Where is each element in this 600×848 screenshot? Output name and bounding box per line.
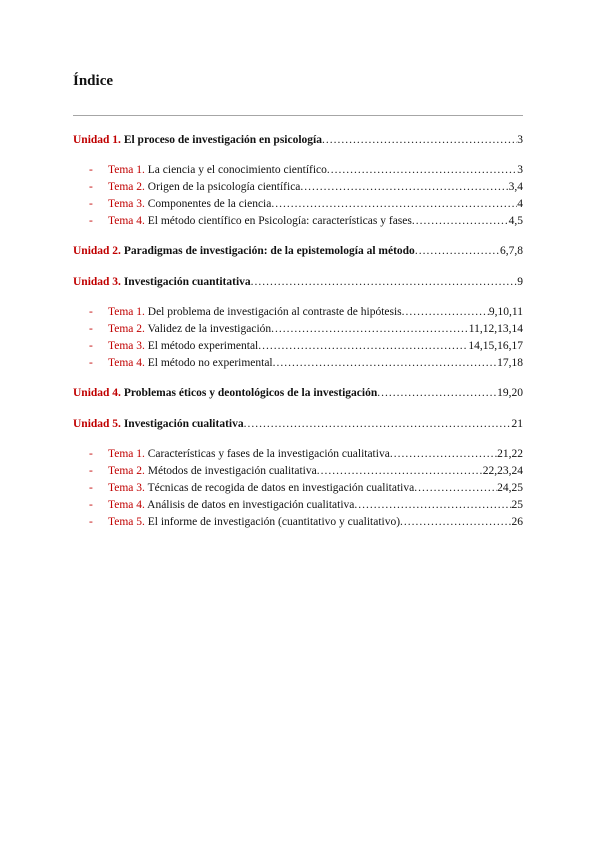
topic-title: El método científico en Psicología: características y fases xyxy=(147,215,412,227)
spacer xyxy=(73,434,523,446)
topic-entry[interactable] xyxy=(73,338,523,355)
bullet-dash: - xyxy=(89,516,93,528)
unit-title: Investigación cualitativa xyxy=(123,418,244,430)
dot-leader xyxy=(354,497,511,514)
topic-entry[interactable] xyxy=(73,446,523,463)
topic-entry[interactable] xyxy=(73,213,523,230)
dot-leader xyxy=(327,162,517,179)
topic-entry[interactable] xyxy=(73,514,523,531)
unit-2-heading xyxy=(73,242,415,261)
unit-label: Unidad 1. xyxy=(73,134,121,146)
topic-label: Tema 2. xyxy=(108,465,145,477)
topic-label: Tema 3. xyxy=(108,198,145,210)
spacer xyxy=(73,261,523,273)
page-number: 21 xyxy=(511,418,523,430)
unit-title: El proceso de investigación en psicología xyxy=(123,134,322,146)
bullet-dash: - xyxy=(89,164,93,176)
unit-title: Paradigmas de investigación: de la epistemología al método xyxy=(123,245,415,257)
topic-heading xyxy=(108,321,271,338)
dot-leader xyxy=(402,304,489,321)
bullet-dash: - xyxy=(89,499,93,511)
unit-label: Unidad 5. xyxy=(73,418,121,430)
topic-entry[interactable] xyxy=(73,162,523,179)
unit-title: Investigación cuantitativa xyxy=(123,276,251,288)
unit-label: Unidad 2. xyxy=(73,245,121,257)
topic-heading xyxy=(108,480,414,497)
bullet-dash: - xyxy=(89,465,93,477)
title-divider xyxy=(73,115,523,116)
unit-3-entry[interactable] xyxy=(73,273,523,292)
topic-heading xyxy=(108,463,317,480)
bullet-dash: - xyxy=(89,306,93,318)
page-number: 19,20 xyxy=(497,387,523,399)
unit-4-entry[interactable] xyxy=(73,384,523,403)
page-number: 3 xyxy=(517,164,523,176)
topic-entry[interactable] xyxy=(73,179,523,196)
topic-entry[interactable] xyxy=(73,196,523,213)
unit-1-heading xyxy=(73,131,322,150)
topic-entry[interactable] xyxy=(73,463,523,480)
bullet-dash: - xyxy=(89,340,93,352)
topic-label: Tema 4. xyxy=(108,215,145,227)
page-number: 9,10,11 xyxy=(488,306,523,318)
unit-4-heading xyxy=(73,384,377,403)
topic-label: Tema 5. xyxy=(108,516,145,528)
topic-entry[interactable] xyxy=(73,480,523,497)
topic-label: Tema 2. xyxy=(108,181,145,193)
topic-title: Métodos de investigación cualitativa xyxy=(147,465,317,477)
page-number: 25 xyxy=(511,499,523,511)
dot-leader xyxy=(400,514,511,531)
topic-heading xyxy=(108,338,258,355)
page-number: 4 xyxy=(517,198,523,210)
bullet-dash: - xyxy=(89,323,93,335)
spacer xyxy=(73,403,523,415)
table-of-contents xyxy=(73,131,523,531)
page-number: 14,15,16,17 xyxy=(468,340,523,352)
unit-5-entry[interactable] xyxy=(73,415,523,434)
unit-5-topics xyxy=(73,446,523,531)
dot-leader xyxy=(271,196,517,213)
topic-label: Tema 1. xyxy=(108,164,145,176)
unit-title: Problemas éticos y deontológicos de la investigación xyxy=(123,387,378,399)
topic-label: Tema 4. xyxy=(108,499,145,511)
topic-entry[interactable] xyxy=(73,321,523,338)
page-number: 11,12,13,14 xyxy=(468,323,523,335)
topic-title: Del problema de investigación al contraste de hipótesis xyxy=(147,306,402,318)
dot-leader xyxy=(273,355,497,372)
topic-title: El método experimental xyxy=(147,340,259,352)
topic-title: Características y fases de la investigación cualitativa xyxy=(147,448,390,460)
topic-title: El método no experimental xyxy=(147,357,273,369)
dot-leader xyxy=(412,213,509,230)
dot-leader xyxy=(251,273,518,292)
dot-leader xyxy=(271,321,469,338)
topic-heading xyxy=(108,355,273,372)
page-number: 26 xyxy=(511,516,523,528)
dot-leader xyxy=(414,480,497,497)
page-title: Índice xyxy=(73,73,114,89)
topic-title: El informe de investigación (cuantitativo y cualitativo) xyxy=(147,516,401,528)
page-number: 4,5 xyxy=(508,215,523,227)
topic-heading xyxy=(108,497,354,514)
spacer xyxy=(73,292,523,304)
bullet-dash: - xyxy=(89,181,93,193)
unit-1-entry[interactable] xyxy=(73,131,523,150)
topic-heading xyxy=(108,514,400,531)
dot-leader xyxy=(300,179,508,196)
unit-3-topics xyxy=(73,304,523,372)
dot-leader xyxy=(317,463,483,480)
topic-heading xyxy=(108,162,327,179)
topic-title: Origen de la psicología científica xyxy=(147,181,301,193)
bullet-dash: - xyxy=(89,357,93,369)
unit-label: Unidad 4. xyxy=(73,387,121,399)
dot-leader xyxy=(415,242,500,261)
topic-entry[interactable] xyxy=(73,497,523,514)
dot-leader xyxy=(258,338,468,355)
unit-label: Unidad 3. xyxy=(73,276,121,288)
dot-leader xyxy=(322,131,517,150)
topic-heading xyxy=(108,179,300,196)
topic-title: Técnicas de recogida de datos en investigación cualitativa xyxy=(147,482,415,494)
topic-heading xyxy=(108,304,402,321)
page-number: 3 xyxy=(517,134,523,146)
page-number: 9 xyxy=(517,276,523,288)
bullet-dash: - xyxy=(89,198,93,210)
topic-title: Análisis de datos en investigación cualitativa xyxy=(147,499,355,511)
unit-1-topics xyxy=(73,162,523,230)
bullet-dash: - xyxy=(89,215,93,227)
topic-title: Componentes de la ciencia xyxy=(147,198,272,210)
page-number: 24,25 xyxy=(497,482,523,494)
unit-2-entry[interactable] xyxy=(73,242,523,261)
unit-3-heading xyxy=(73,273,251,292)
topic-label: Tema 1. xyxy=(108,306,145,318)
page-number: 21,22 xyxy=(497,448,523,460)
topic-entry[interactable] xyxy=(73,355,523,372)
topic-label: Tema 3. xyxy=(108,482,145,494)
dot-leader xyxy=(390,446,497,463)
dot-leader xyxy=(377,384,497,403)
bullet-dash: - xyxy=(89,482,93,494)
topic-heading xyxy=(108,196,271,213)
topic-title: Validez de la investigación xyxy=(147,323,272,335)
topic-label: Tema 3. xyxy=(108,340,145,352)
bullet-dash: - xyxy=(89,448,93,460)
page-number: 6,7,8 xyxy=(500,245,523,257)
spacer xyxy=(73,150,523,162)
page-number: 22,23,24 xyxy=(482,465,523,477)
topic-label: Tema 2. xyxy=(108,323,145,335)
topic-heading xyxy=(108,213,412,230)
topic-label: Tema 1. xyxy=(108,448,145,460)
topic-label: Tema 4. xyxy=(108,357,145,369)
page-number: 3,4 xyxy=(508,181,523,193)
spacer xyxy=(73,372,523,384)
unit-5-heading xyxy=(73,415,244,434)
page-number: 17,18 xyxy=(497,357,523,369)
topic-title: La ciencia y el conocimiento científico xyxy=(147,164,327,176)
topic-heading xyxy=(108,446,390,463)
spacer xyxy=(73,230,523,242)
dot-leader xyxy=(244,415,512,434)
topic-entry[interactable] xyxy=(73,304,523,321)
